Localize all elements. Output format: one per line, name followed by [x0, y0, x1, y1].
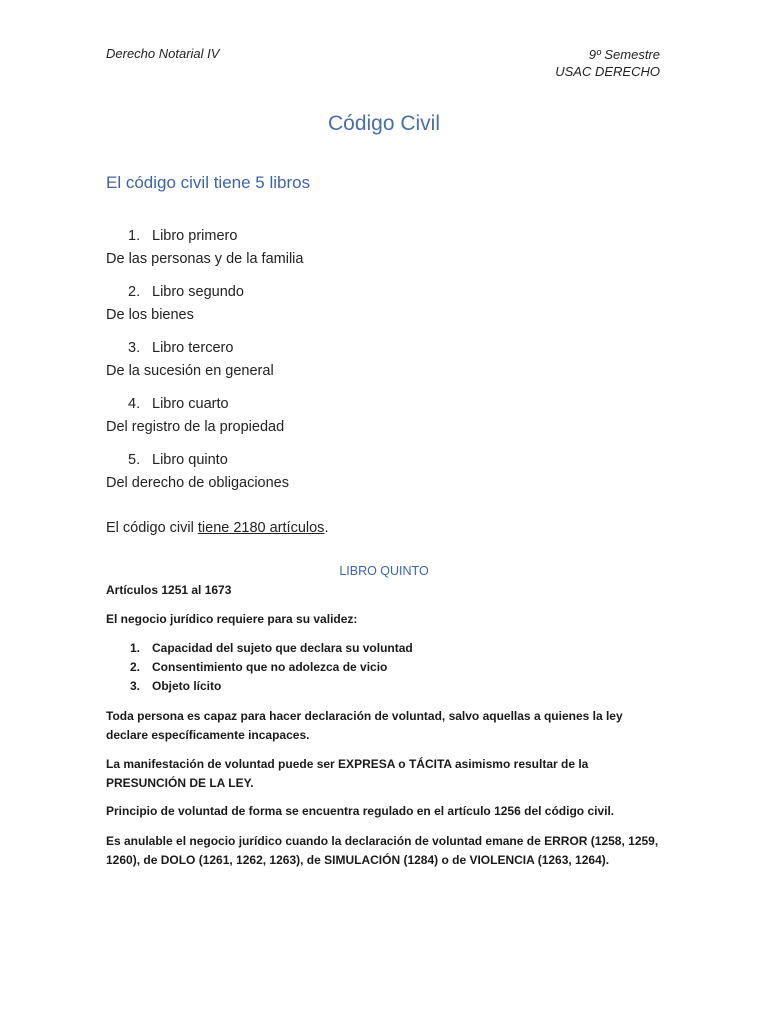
header-course: Derecho Notarial IV: [106, 46, 220, 61]
book-name: Libro cuarto: [152, 396, 229, 412]
header-school-line: USAC DERECHO: [555, 64, 660, 79]
requirement-number: 3.: [130, 679, 141, 693]
header-semester-line: 9º Semestre: [588, 47, 660, 62]
articles-prefix: El código civil: [106, 520, 198, 536]
book-description: De las personas y de la familia: [106, 251, 304, 267]
book-number: 1.: [128, 228, 141, 244]
articles-count-sentence: [106, 520, 328, 536]
paragraph-manifestation: La manifestación de voluntad puede ser EXPRESA o TÁCITA asimismo resultar de la PRESUNCIÓN DE LA LEY.: [106, 757, 589, 790]
document-title: Código Civil: [327, 112, 441, 135]
book-number: 4.: [128, 396, 141, 412]
requirement-text: Objeto lícito: [152, 679, 222, 693]
book-name: Libro primero: [152, 228, 238, 244]
requirement-text: Capacidad del sujeto que declara su voluntad: [152, 641, 413, 655]
book-number: 2.: [128, 284, 141, 300]
articles-suffix: .: [324, 520, 329, 536]
book-description: Del registro de la propiedad: [106, 419, 285, 435]
requirement-number: 2.: [130, 660, 141, 674]
paragraph-annulment: Es anulable el negocio jurídico cuando la declaración de voluntad emane de ERROR (1258, 1259, 1260), de DOLO (1261, 1262, 1263), de SIMULACIÓN (1284) o de VIOLENCIA (1263, 1264).: [106, 834, 659, 867]
book-number: 3.: [128, 340, 141, 356]
book-name: Libro tercero: [152, 340, 234, 356]
requirements-intro: El negocio jurídico requiere para su validez:: [106, 612, 358, 626]
books-subheading: El código civil tiene 5 libros: [106, 173, 311, 192]
header-semester: [555, 46, 660, 80]
book-name: Libro segundo: [152, 284, 244, 300]
requirement-number: 1.: [130, 641, 141, 655]
paragraph-capacity: Toda persona es capaz para hacer declaración de voluntad, salvo aquellas a quienes la ley declare específicamente incapaces.: [106, 709, 623, 742]
section-title: LIBRO QUINTO: [339, 564, 429, 578]
book-description: De la sucesión en general: [106, 363, 274, 379]
book-description: Del derecho de obligaciones: [106, 475, 289, 491]
articles-count-underlined: tiene 2180 artículos: [197, 520, 325, 536]
book-number: 5.: [128, 452, 141, 468]
section-article-range: Artículos 1251 al 1673: [106, 583, 232, 597]
requirement-text: Consentimiento que no adolezca de vicio: [152, 660, 388, 674]
paragraph-form-principle: Principio de voluntad de forma se encuentra regulado en el artículo 1256 del código civil.: [106, 804, 615, 818]
book-name: Libro quinto: [152, 452, 228, 468]
book-description: De los bienes: [106, 307, 194, 323]
